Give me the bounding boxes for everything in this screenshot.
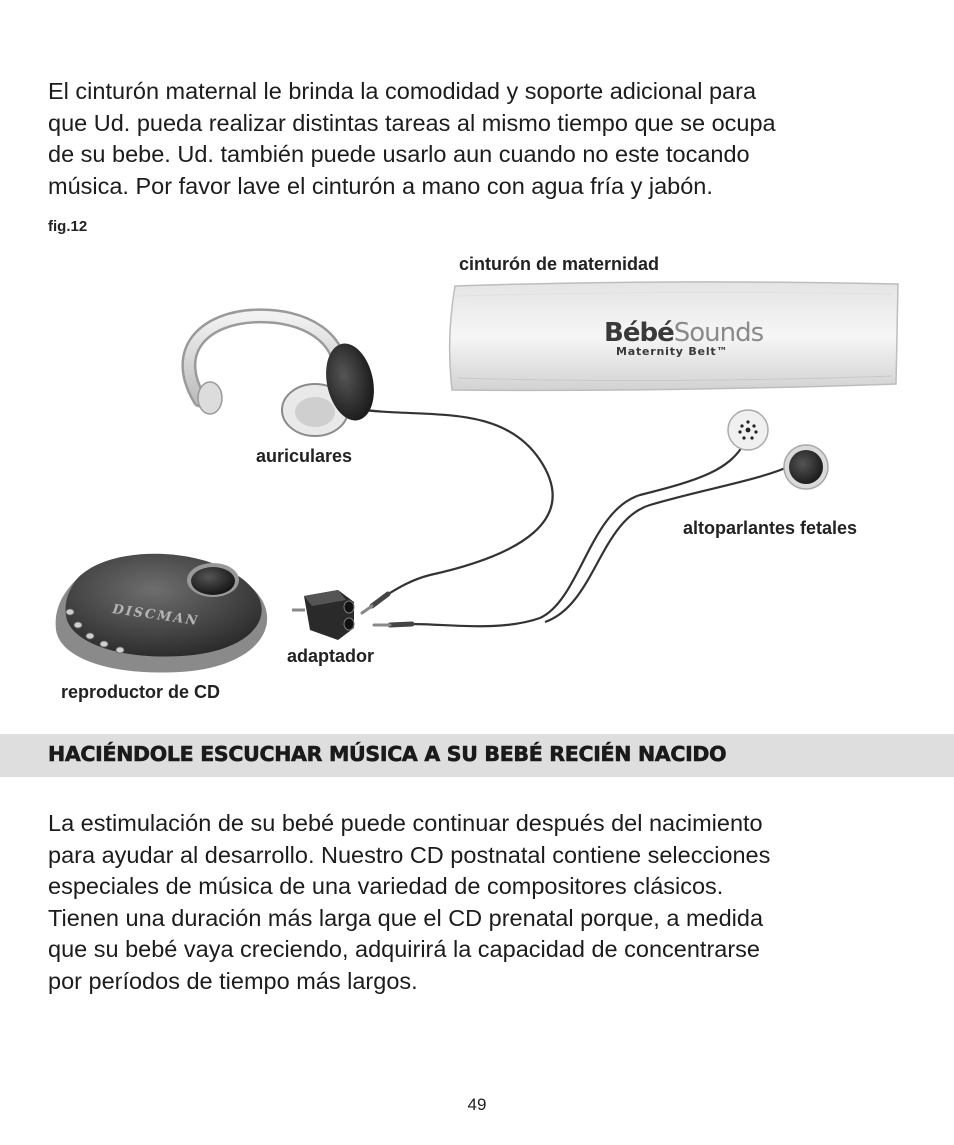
adapter <box>292 590 354 640</box>
body-line: Tienen una duración más larga que el CD prenatal porque, a medida <box>48 904 764 931</box>
section-header-bar <box>0 734 954 777</box>
figure-label: fig.12 <box>48 218 88 235</box>
callout-cd-player: reproductor de CD <box>61 682 221 702</box>
headphones <box>189 316 381 436</box>
body-line: para ayudar al desarrollo. Nuestro CD postnatal contiene selecciones <box>48 841 771 868</box>
body-line: especiales de música de una variedad de compositores clásicos. <box>48 873 724 899</box>
intro-line: música. Por favor lave el cinturón a mano con agua fría y jabón. <box>48 172 713 199</box>
callout-adapter: adaptador <box>287 646 375 666</box>
maternity-belt <box>450 282 898 390</box>
fetal-speakers <box>728 410 828 489</box>
callout-maternity-belt: cinturón de maternidad <box>459 254 660 274</box>
section-title: HACIÉNDOLE ESCUCHAR MÚSICA A SU BEBÉ RECIÉN NACIDO <box>48 742 727 766</box>
intro-line: que Ud. pueda realizar distintas tareas al mismo tiempo que se ocupa <box>48 109 776 136</box>
speaker-cable <box>545 466 790 622</box>
callout-fetal-speakers: altoparlantes fetales <box>683 518 858 538</box>
cd-player <box>56 554 267 673</box>
callout-headphones: auriculares <box>256 446 353 466</box>
belt-logo-brand: BébéSounds <box>604 318 764 348</box>
headphone-cable <box>350 408 553 596</box>
intro-line: de su bebe. Ud. también puede usarlo aun cuando no este tocando <box>48 141 750 167</box>
page-number: 49 <box>467 1095 487 1114</box>
body-line: por períodos de tiempo más largos. <box>48 967 418 994</box>
body-paragraph <box>48 808 918 997</box>
body-line: La estimulación de su bebé puede continuar después del nacimiento <box>48 810 763 836</box>
belt-logo-product: Maternity Belt™ <box>616 345 729 358</box>
audio-plugs <box>362 594 412 625</box>
body-line: que su bebé vaya creciendo, adquirirá la capacidad de concentrarse <box>48 936 760 962</box>
player-brand: DISCMAN <box>111 602 201 630</box>
intro-line: El cinturón maternal le brinda la comodidad y soporte adicional para <box>48 78 757 104</box>
